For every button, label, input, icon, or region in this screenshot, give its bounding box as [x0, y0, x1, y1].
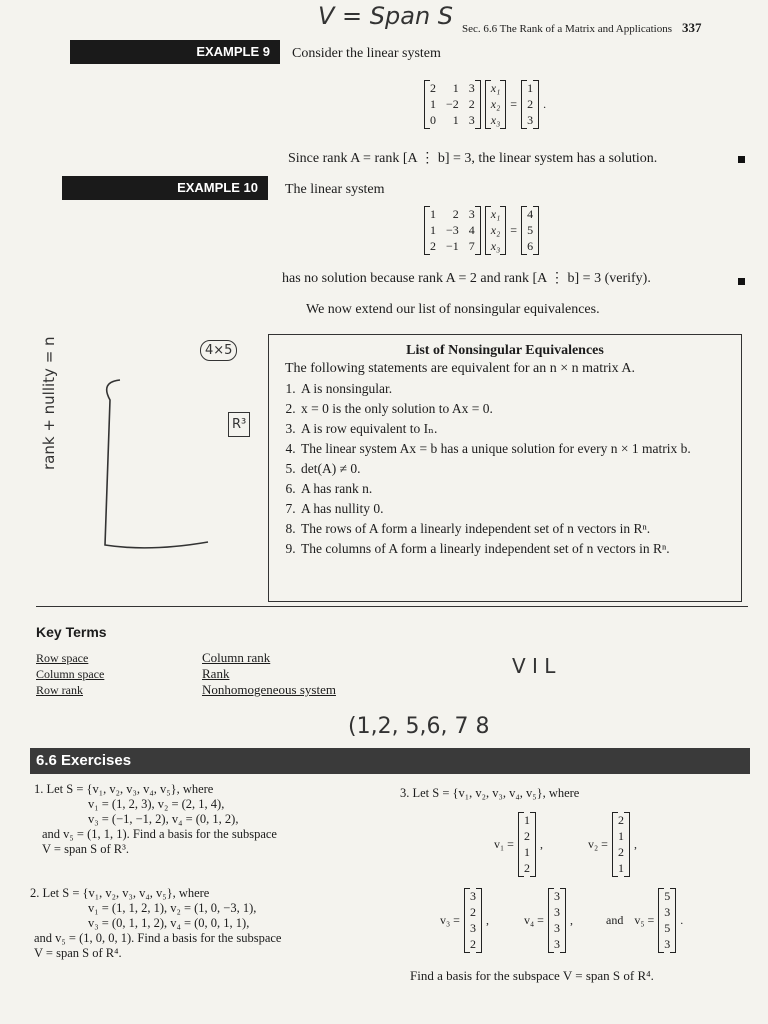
key-terms-column-2 — [202, 650, 336, 698]
exercise-3-task: Find a basis for the subspace V = span S of R⁴. — [410, 968, 654, 983]
example10-conclusion: has no solution because rank A = 2 and rank [A ⋮ b] = 3 (verify). — [282, 271, 651, 286]
vector-b: 4 5 6 — [521, 206, 539, 255]
list-item: 9. The columns of A form a linearly independent set of n vectors in Rⁿ. — [299, 539, 741, 559]
exercise-3-intro: 3. Let S = {v₁, v₂, v₃, v₄, v₅}, where — [400, 786, 580, 800]
example9-system: 2 1 3 1 −2 2 0 1 3 x₁ x₂ x₃ = 1 2 3 . — [424, 80, 546, 129]
example10-system: 1 2 3 1 −3 4 2 −1 7 x₁ x₂ x₃ = 4 5 6 — [424, 206, 539, 255]
vector-x: x₁ x₂ x₃ — [485, 80, 507, 129]
key-term: Row rank — [36, 683, 83, 697]
handwritten-bracket-scribble — [90, 370, 220, 560]
end-of-example-marker — [738, 278, 745, 285]
example10-intro: The linear system — [285, 182, 385, 197]
end-of-example-marker — [738, 156, 745, 163]
handwritten-note-v1: V I L — [512, 654, 556, 678]
handwritten-margin-note: rank + nullity = n — [40, 336, 58, 470]
key-term: Nonhomogeneous system — [202, 682, 336, 697]
box-intro: The following statements are equivalent for an n × n matrix A. — [285, 361, 636, 376]
running-header — [462, 20, 701, 36]
list-item: 7. A has nullity 0. — [299, 499, 741, 519]
section-divider — [36, 606, 748, 607]
handwritten-box-note: 4×5 — [200, 340, 237, 361]
page-number: 337 — [681, 20, 702, 35]
example9-conclusion: Since rank A = rank [A ⋮ b] = 3, the linear system has a solution. — [288, 151, 658, 166]
exercise-3-v1: v₁ = 1 2 1 2 , — [494, 813, 543, 875]
box-title: List of Nonsingular Equivalences — [406, 343, 604, 358]
key-terms-title: Key Terms — [36, 624, 107, 640]
example9-label: EXAMPLE 9 — [70, 40, 280, 64]
exercise-3-v3: v₃ = 3 2 3 2 , — [440, 889, 489, 951]
extend-text: We now extend our list of nonsingular equivalences. — [306, 302, 600, 317]
list-item: 1. A is nonsingular. — [299, 379, 741, 399]
key-term: Column rank — [202, 650, 271, 665]
list-item: 4. The linear system Ax = b has a unique solution for every n × 1 matrix b. — [299, 439, 741, 459]
matrix-a: 1 2 3 1 −3 4 2 −1 7 — [424, 206, 481, 255]
vector-v5: 5 3 5 3 — [658, 888, 676, 953]
key-terms-column-1 — [36, 650, 104, 698]
vector-v2: 2 1 2 1 — [612, 812, 630, 877]
list-item: 8. The rows of A form a linearly independent set of n vectors in Rⁿ. — [299, 519, 741, 539]
nonsingular-equivalences-box — [268, 334, 742, 602]
vector-x: x₁ x₂ x₃ — [485, 206, 507, 255]
list-item: 2. x = 0 is the only solution to Ax = 0. — [299, 399, 741, 419]
exercise-2: 2. Let S = {v₁, v₂, v₃, v₄, v₅}, where v₁ = (1, 1, 2, 1), v₂ = (1, 0, −3, 1), v₃ = (0, 1, 1, 2), v₄ = (0, 0, 1, 1), and v₅ = (1, 0, 0, 1). Find a basis for the subspace V = span S of R⁴. — [30, 886, 282, 960]
vector-v4: 3 3 3 3 — [548, 888, 566, 953]
exercise-3-v5: and v₅ = 5 3 5 3 . — [606, 889, 684, 951]
handwritten-header-note: V = Span S — [318, 2, 454, 30]
exercises-header: 6.6 Exercises — [30, 748, 750, 774]
example9-intro: Consider the linear system — [292, 46, 441, 61]
list-item: 5. det(A) ≠ 0. — [299, 459, 741, 479]
key-term: Row space — [36, 651, 89, 665]
handwritten-number-sequence: (1,2, 5,6, 7 8 — [348, 714, 490, 739]
vector-b: 1 2 3 — [521, 80, 539, 129]
vector-v3: 3 2 3 2 — [464, 888, 482, 953]
matrix-a: 2 1 3 1 −2 2 0 1 3 — [424, 80, 481, 129]
exercise-1: 1. Let S = {v₁, v₂, v₃, v₄, v₅}, where v₁ = (1, 2, 3), v₂ = (2, 1, 4), v₃ = (−1, −1, 2), v₄ = (0, 1, 2), and v₅ = (1, 1, 1). Find a basis for the subspace V = span S of R³. — [34, 782, 277, 856]
vector-v1: 1 2 1 2 — [518, 812, 536, 877]
example10-label: EXAMPLE 10 — [62, 176, 268, 200]
key-term: Column space — [36, 667, 105, 681]
equivalence-list — [269, 379, 741, 559]
exercise-3-v4: v₄ = 3 3 3 3 , — [524, 889, 573, 951]
handwritten-box-note: R³ — [228, 412, 250, 437]
key-term: Rank — [202, 666, 230, 681]
exercise-3-v2: v₂ = 2 1 2 1 , — [588, 813, 637, 875]
section-title: Sec. 6.6 The Rank of a Matrix and Applications — [462, 23, 672, 35]
list-item: 6. A has rank n. — [299, 479, 741, 499]
list-item: 3. A is row equivalent to Iₙ. — [299, 419, 741, 439]
